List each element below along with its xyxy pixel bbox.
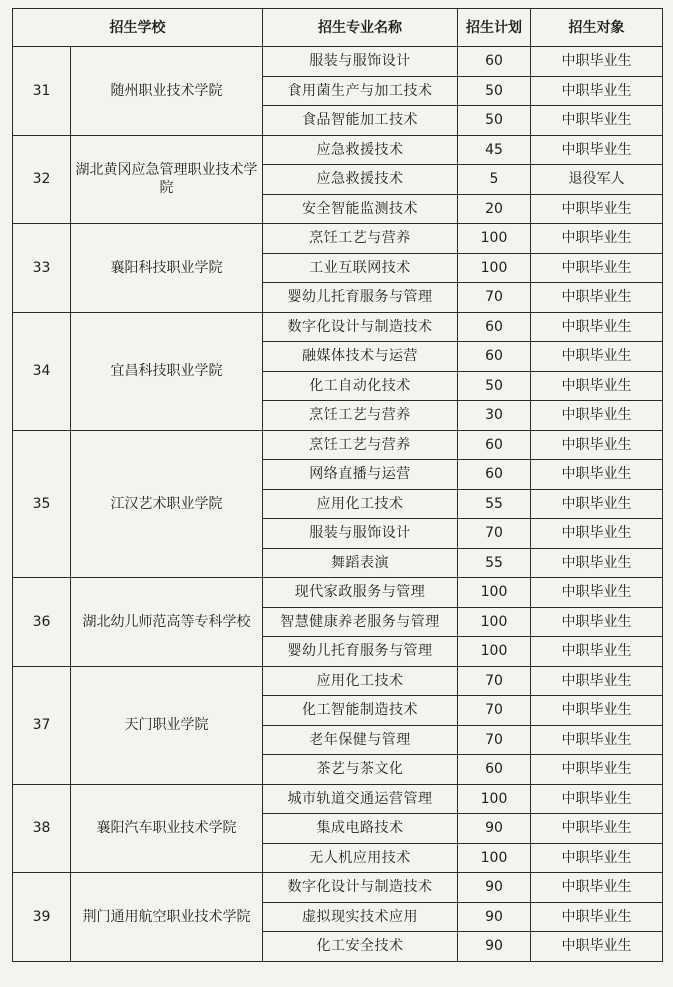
enrollment-target: 退役军人 <box>531 165 663 195</box>
enrollment-table <box>12 8 663 962</box>
major-name: 网络直播与运营 <box>263 460 458 490</box>
major-name: 工业互联网技术 <box>263 253 458 283</box>
school-number: 34 <box>13 312 71 430</box>
table-row <box>13 224 663 254</box>
school-name: 宜昌科技职业学院 <box>71 312 263 430</box>
table-row <box>13 578 663 608</box>
enrollment-plan: 70 <box>458 519 531 549</box>
table-row <box>13 312 663 342</box>
enrollment-plan: 55 <box>458 548 531 578</box>
enrollment-plan: 100 <box>458 578 531 608</box>
enrollment-plan: 90 <box>458 814 531 844</box>
enrollment-plan: 60 <box>458 47 531 77</box>
enrollment-target: 中职毕业生 <box>531 460 663 490</box>
table-row <box>13 430 663 460</box>
major-name: 城市轨道交通运营管理 <box>263 784 458 814</box>
enrollment-target: 中职毕业生 <box>531 253 663 283</box>
enrollment-target: 中职毕业生 <box>531 637 663 667</box>
enrollment-target: 中职毕业生 <box>531 696 663 726</box>
school-number: 35 <box>13 430 71 578</box>
enrollment-plan: 50 <box>458 371 531 401</box>
header-target: 招生对象 <box>531 9 663 47</box>
enrollment-plan: 70 <box>458 283 531 313</box>
major-name: 烹饪工艺与营养 <box>263 401 458 431</box>
major-name: 化工自动化技术 <box>263 371 458 401</box>
school-name: 湖北幼儿师范高等专科学校 <box>71 578 263 667</box>
major-name: 食品智能加工技术 <box>263 106 458 136</box>
enrollment-target: 中职毕业生 <box>531 106 663 136</box>
enrollment-plan: 100 <box>458 607 531 637</box>
enrollment-plan: 55 <box>458 489 531 519</box>
school-number: 31 <box>13 47 71 136</box>
header-plan: 招生计划 <box>458 9 531 47</box>
table-body <box>13 47 663 962</box>
enrollment-target: 中职毕业生 <box>531 283 663 313</box>
enrollment-plan: 90 <box>458 932 531 962</box>
table-row <box>13 135 663 165</box>
enrollment-plan: 5 <box>458 165 531 195</box>
enrollment-plan: 60 <box>458 755 531 785</box>
enrollment-target: 中职毕业生 <box>531 430 663 460</box>
major-name: 应用化工技术 <box>263 666 458 696</box>
enrollment-target: 中职毕业生 <box>531 47 663 77</box>
enrollment-plan: 50 <box>458 76 531 106</box>
table-row <box>13 873 663 903</box>
school-name: 江汉艺术职业学院 <box>71 430 263 578</box>
major-name: 服装与服饰设计 <box>263 519 458 549</box>
enrollment-target: 中职毕业生 <box>531 489 663 519</box>
enrollment-plan: 100 <box>458 843 531 873</box>
enrollment-plan: 100 <box>458 224 531 254</box>
enrollment-plan: 60 <box>458 460 531 490</box>
major-name: 老年保健与管理 <box>263 725 458 755</box>
major-name: 融媒体技术与运营 <box>263 342 458 372</box>
school-name: 湖北黄冈应急管理职业技术学院 <box>71 135 263 224</box>
major-name: 集成电路技术 <box>263 814 458 844</box>
enrollment-plan: 90 <box>458 873 531 903</box>
major-name: 安全智能监测技术 <box>263 194 458 224</box>
enrollment-plan: 60 <box>458 430 531 460</box>
enrollment-target: 中职毕业生 <box>531 755 663 785</box>
enrollment-plan: 100 <box>458 784 531 814</box>
school-number: 38 <box>13 784 71 873</box>
enrollment-target: 中职毕业生 <box>531 401 663 431</box>
enrollment-target: 中职毕业生 <box>531 76 663 106</box>
enrollment-target: 中职毕业生 <box>531 725 663 755</box>
table-row <box>13 666 663 696</box>
school-number: 33 <box>13 224 71 313</box>
major-name: 现代家政服务与管理 <box>263 578 458 608</box>
school-name: 襄阳科技职业学院 <box>71 224 263 313</box>
major-name: 婴幼儿托育服务与管理 <box>263 637 458 667</box>
header-major: 招生专业名称 <box>263 9 458 47</box>
enrollment-target: 中职毕业生 <box>531 548 663 578</box>
enrollment-target: 中职毕业生 <box>531 843 663 873</box>
enrollment-plan: 90 <box>458 902 531 932</box>
school-name: 襄阳汽车职业技术学院 <box>71 784 263 873</box>
enrollment-target: 中职毕业生 <box>531 312 663 342</box>
table-header <box>13 9 663 47</box>
table-row <box>13 47 663 77</box>
major-name: 应用化工技术 <box>263 489 458 519</box>
enrollment-target: 中职毕业生 <box>531 932 663 962</box>
enrollment-plan: 30 <box>458 401 531 431</box>
school-number: 37 <box>13 666 71 784</box>
enrollment-target: 中职毕业生 <box>531 224 663 254</box>
enrollment-target: 中职毕业生 <box>531 578 663 608</box>
major-name: 茶艺与茶文化 <box>263 755 458 785</box>
school-name: 随州职业技术学院 <box>71 47 263 136</box>
enrollment-target: 中职毕业生 <box>531 194 663 224</box>
major-name: 烹饪工艺与营养 <box>263 224 458 254</box>
enrollment-target: 中职毕业生 <box>531 607 663 637</box>
enrollment-target: 中职毕业生 <box>531 666 663 696</box>
enrollment-target: 中职毕业生 <box>531 902 663 932</box>
enrollment-target: 中职毕业生 <box>531 342 663 372</box>
enrollment-target: 中职毕业生 <box>531 519 663 549</box>
table-row <box>13 784 663 814</box>
major-name: 舞蹈表演 <box>263 548 458 578</box>
school-number: 36 <box>13 578 71 667</box>
major-name: 数字化设计与制造技术 <box>263 873 458 903</box>
major-name: 虚拟现实技术应用 <box>263 902 458 932</box>
school-name: 天门职业学院 <box>71 666 263 784</box>
school-number: 39 <box>13 873 71 962</box>
major-name: 烹饪工艺与营养 <box>263 430 458 460</box>
enrollment-plan: 70 <box>458 666 531 696</box>
school-name: 荆门通用航空职业技术学院 <box>71 873 263 962</box>
major-name: 应急救援技术 <box>263 165 458 195</box>
enrollment-plan: 100 <box>458 253 531 283</box>
header-school: 招生学校 <box>13 9 263 47</box>
major-name: 智慧健康养老服务与管理 <box>263 607 458 637</box>
enrollment-target: 中职毕业生 <box>531 371 663 401</box>
enrollment-plan: 50 <box>458 106 531 136</box>
enrollment-plan: 70 <box>458 696 531 726</box>
enrollment-plan: 20 <box>458 194 531 224</box>
major-name: 化工安全技术 <box>263 932 458 962</box>
enrollment-target: 中职毕业生 <box>531 135 663 165</box>
major-name: 无人机应用技术 <box>263 843 458 873</box>
major-name: 服装与服饰设计 <box>263 47 458 77</box>
school-number: 32 <box>13 135 71 224</box>
enrollment-plan: 60 <box>458 342 531 372</box>
enrollment-target: 中职毕业生 <box>531 873 663 903</box>
enrollment-plan: 70 <box>458 725 531 755</box>
header-row <box>13 9 663 47</box>
major-name: 数字化设计与制造技术 <box>263 312 458 342</box>
major-name: 食用菌生产与加工技术 <box>263 76 458 106</box>
enrollment-target: 中职毕业生 <box>531 814 663 844</box>
major-name: 婴幼儿托育服务与管理 <box>263 283 458 313</box>
major-name: 化工智能制造技术 <box>263 696 458 726</box>
enrollment-plan: 60 <box>458 312 531 342</box>
enrollment-target: 中职毕业生 <box>531 784 663 814</box>
major-name: 应急救援技术 <box>263 135 458 165</box>
enrollment-plan: 100 <box>458 637 531 667</box>
enrollment-plan: 45 <box>458 135 531 165</box>
